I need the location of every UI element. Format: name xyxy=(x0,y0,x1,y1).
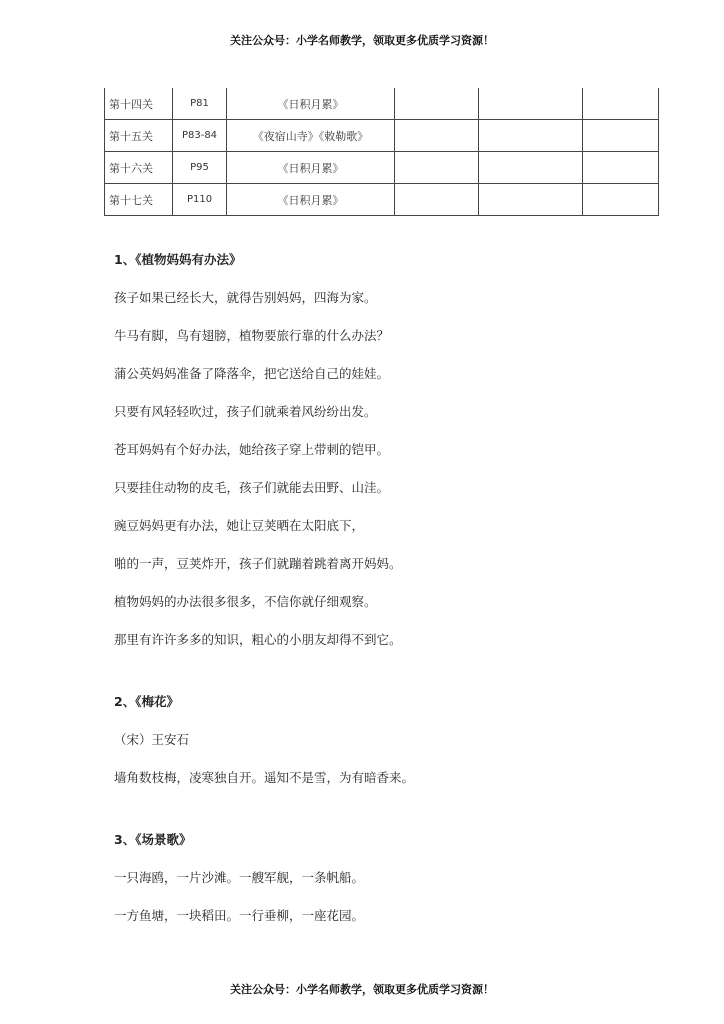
empty-cell xyxy=(479,88,583,120)
text-line: 墙角数枝梅，凌寒独自开。遥知不是雪，为有暗香来。 xyxy=(114,770,415,785)
level-cell: 第十六关 xyxy=(105,152,173,184)
text-line: 一方鱼塘，一块稻田。一行垂柳，一座花园。 xyxy=(114,908,365,923)
section-title: 2、《梅花》 xyxy=(114,694,179,709)
poem-author: （宋）王安石 xyxy=(114,732,190,747)
section-scene-song xyxy=(114,830,674,944)
text-line: 牛马有脚，鸟有翅膀，植物要旅行靠的什么办法？ xyxy=(114,328,390,343)
empty-cell xyxy=(395,88,479,120)
page-cell: P110 xyxy=(173,184,227,216)
text-line: 啪的一声，豆荚炸开，孩子们就蹦着跳着离开妈妈。 xyxy=(114,556,402,571)
content-cell: 《日积月累》 xyxy=(227,88,395,120)
level-cell: 第十五关 xyxy=(105,120,173,152)
content-cell: 《夜宿山寺》《敕勒歌》 xyxy=(227,120,395,152)
section-spacer xyxy=(114,668,674,692)
empty-cell xyxy=(583,120,659,152)
text-line: 蒲公英妈妈准备了降落伞，把它送给自己的娃娃。 xyxy=(114,366,390,381)
section-plant-mothers xyxy=(114,250,674,668)
content-cell: 《日积月累》 xyxy=(227,184,395,216)
empty-cell xyxy=(479,152,583,184)
text-line: 只要有风轻轻吹过，孩子们就乘着风纷纷出发。 xyxy=(114,404,377,419)
text-line: 只要挂住动物的皮毛，孩子们就能去田野、山洼。 xyxy=(114,480,390,495)
table-row xyxy=(105,88,659,120)
table-row xyxy=(105,152,659,184)
section-plum-blossom xyxy=(114,692,674,806)
empty-cell xyxy=(395,152,479,184)
empty-cell xyxy=(583,152,659,184)
empty-cell xyxy=(479,184,583,216)
empty-cell xyxy=(479,120,583,152)
section-spacer xyxy=(114,806,674,830)
empty-cell xyxy=(583,184,659,216)
section-title: 1、《植物妈妈有办法》 xyxy=(114,252,242,267)
empty-cell xyxy=(395,184,479,216)
empty-cell xyxy=(583,88,659,120)
text-line: 苍耳妈妈有个好办法，她给孩子穿上带刺的铠甲。 xyxy=(114,442,390,457)
schedule-table xyxy=(104,88,659,216)
section-title: 3、《场景歌》 xyxy=(114,832,192,847)
text-content xyxy=(114,250,674,944)
text-line: 那里有许许多多的知识，粗心的小朋友却得不到它。 xyxy=(114,632,402,647)
page-cell: P83-84 xyxy=(173,120,227,152)
level-cell: 第十四关 xyxy=(105,88,173,120)
table-row xyxy=(105,184,659,216)
text-line: 豌豆妈妈更有办法，她让豆荚晒在太阳底下， xyxy=(114,518,365,533)
page-header: 关注公众号：小学名师教学，领取更多优质学习资源！ xyxy=(230,34,494,47)
empty-cell xyxy=(395,120,479,152)
level-cell: 第十七关 xyxy=(105,184,173,216)
page-cell: P95 xyxy=(173,152,227,184)
page-footer: 关注公众号：小学名师教学，领取更多优质学习资源！ xyxy=(230,983,494,996)
text-line: 孩子如果已经长大，就得告别妈妈，四海为家。 xyxy=(114,290,377,305)
text-line: 一只海鸥，一片沙滩。一艘军舰，一条帆船。 xyxy=(114,870,365,885)
text-line: 植物妈妈的办法很多很多，不信你就仔细观察。 xyxy=(114,594,377,609)
page-cell: P81 xyxy=(173,88,227,120)
content-cell: 《日积月累》 xyxy=(227,152,395,184)
table-row xyxy=(105,120,659,152)
